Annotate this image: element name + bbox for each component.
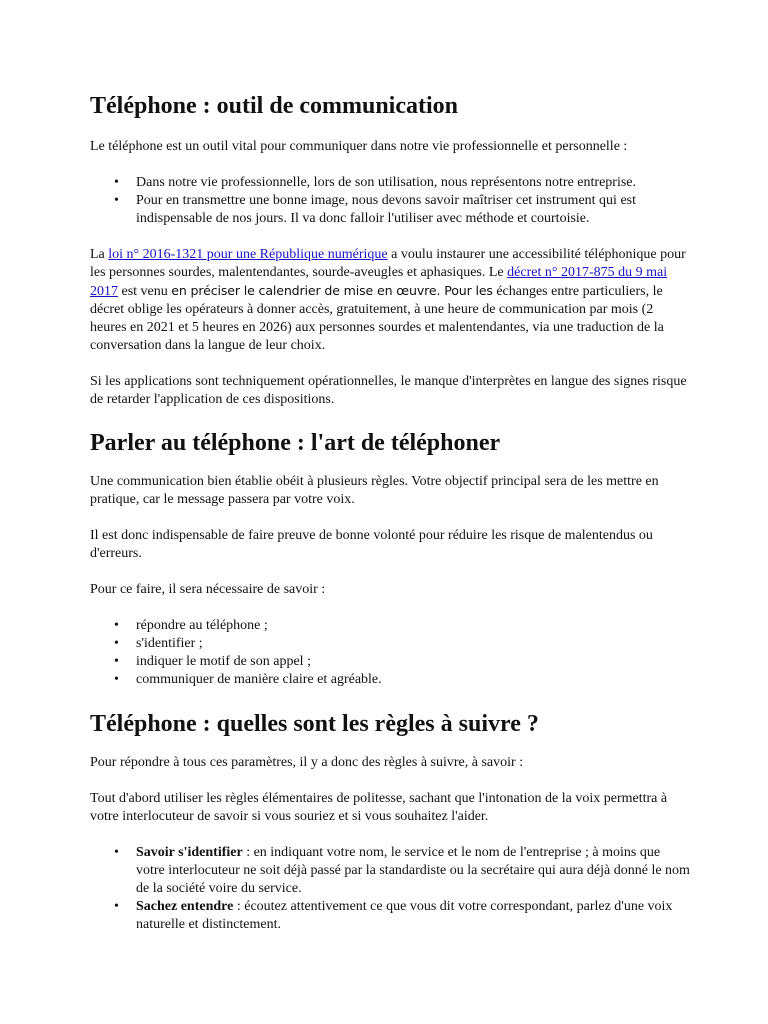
law-link[interactable]: loi n° 2016-1321 pour une République numérique (108, 247, 388, 262)
bullet-icon: • (114, 672, 119, 687)
section-1-bullet-list (90, 174, 690, 228)
list-item (90, 844, 690, 898)
bullet-icon: • (114, 845, 119, 860)
list-item-text: Dans notre vie professionnelle, lors de son utilisation, nous représentons notre entreprise. (136, 175, 636, 190)
list-item-description: : écoutez attentivement ce que vous dit votre correspondant, parlez d'une voix naturelle et distinctement. (136, 899, 673, 932)
section-2-paragraph-2: Il est donc indispensable de faire preuve de bonne volonté pour réduire les risque de malentendus ou d'erreurs. (90, 528, 653, 561)
list-item-text: s'identifier ; (136, 636, 203, 651)
bullet-icon: • (114, 654, 119, 669)
section-3-bullet-list (90, 844, 690, 934)
bullet-icon: • (114, 193, 119, 208)
section-1-heading: Téléphone : outil de communication (90, 93, 459, 119)
law-text-2: a voulu instaurer une accessibilité téléphonique pour les personnes sourdes, malentendantes, sourde-aveugles et aphasiques. Le (90, 247, 686, 280)
section-2-heading: Parler au téléphone : l'art de téléphoner (90, 430, 501, 456)
list-item-bold-term: Sachez entendre (136, 899, 234, 914)
law-text-4: échanges entre particuliers, le décret oblige les opérateurs à donner accès, gratuitement, à une heure de communication par mois (2 heures en 2021 et 5 heures en 2026) aux personnes sourdes et malentendantes, via une traduction de la conversation dans la langue de leur choix. (90, 284, 664, 353)
section-2-paragraph-3: Pour ce faire, il sera nécessaire de savoir : (90, 582, 326, 597)
list-item (90, 653, 690, 671)
section-2-bullet-list (90, 617, 690, 689)
list-item (90, 898, 690, 934)
bullet-icon: • (114, 618, 119, 633)
list-item-description: : en indiquant votre nom, le service et le nom de l'entreprise ; à moins que votre interlocuteur ne soit déjà passé par la standardiste ou la secrétaire qui aura déjà donné le nom de la société voire du service. (136, 845, 690, 896)
section-3-paragraph-2: Tout d'abord utiliser les règles élémentaires de politesse, sachant que l'intonation de la voix permettra à votre interlocuteur de savoir si vous souriez et si vous souhaitez l'aider. (90, 791, 668, 824)
list-item (90, 671, 690, 689)
list-item (90, 174, 690, 192)
law-text-3-alt-font: en préciser le calendrier de mise en œuvre. Pour les (171, 283, 493, 298)
section-3-heading: Téléphone : quelles sont les règles à suivre ? (90, 711, 539, 737)
bullet-icon: • (114, 636, 119, 651)
bullet-icon: • (114, 175, 119, 190)
section-3-paragraph-1: Pour répondre à tous ces paramètres, il y a donc des règles à suivre, à savoir : (90, 755, 524, 770)
list-item-text (136, 899, 672, 932)
list-item (90, 192, 690, 228)
section-1-intro: Le téléphone est un outil vital pour communiquer dans notre vie professionnelle et personnelle : (90, 139, 628, 154)
list-item-bold-term: Savoir s'identifier (136, 845, 243, 860)
section-1-closing: Si les applications sont techniquement opérationnelles, le manque d'interprètes en langue des signes risque de retarder l'application de ces dispositions. (90, 374, 687, 407)
list-item-text (136, 845, 690, 896)
list-item-text: Pour en transmettre une bonne image, nous devons savoir maîtriser cet instrument qui est indispensable de nos jours. Il va donc falloir l'utiliser avec méthode et courtoisie. (136, 193, 636, 226)
list-item-text: répondre au téléphone ; (136, 618, 268, 633)
law-paragraph (90, 246, 690, 355)
list-item (90, 617, 690, 635)
document-page (90, 92, 690, 934)
list-item-text: communiquer de manière claire et agréable. (136, 672, 382, 687)
list-item (90, 635, 690, 653)
bullet-icon: • (114, 899, 119, 914)
law-text-3: est venu (118, 284, 172, 299)
law-text-1: La (90, 247, 109, 262)
section-2-paragraph-1: Une communication bien établie obéit à plusieurs règles. Votre objectif principal sera de les mettre en pratique, car le message passera par votre voix. (90, 474, 659, 507)
decree-link[interactable]: décret n° 2017-875 du 9 mai 2017 (90, 265, 668, 299)
list-item-text: indiquer le motif de son appel ; (136, 654, 311, 669)
